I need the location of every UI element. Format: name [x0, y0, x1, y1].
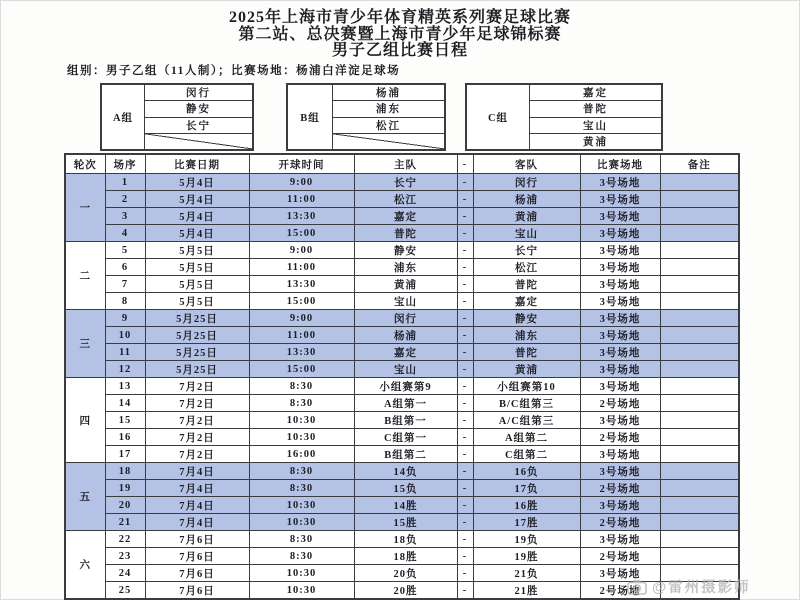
- venue: 3号场地: [580, 412, 660, 429]
- group-teams: [530, 85, 661, 149]
- note-cell: [660, 565, 739, 582]
- schedule-row: [65, 412, 739, 429]
- vs-separator: -: [457, 531, 473, 548]
- away-team: 普陀: [473, 344, 580, 361]
- away-team: 松江: [473, 259, 580, 276]
- schedule-row: [65, 463, 739, 480]
- note-cell: [660, 548, 739, 565]
- schedule-row: [65, 497, 739, 514]
- home-team: 18负: [354, 531, 457, 548]
- match-number: 24: [105, 565, 145, 582]
- away-team: 21胜: [473, 582, 580, 600]
- group-teams: [333, 85, 444, 149]
- match-number: 6: [105, 259, 145, 276]
- note-cell: [660, 395, 739, 412]
- match-date: 5月25日: [145, 327, 249, 344]
- away-team: 宝山: [473, 225, 580, 242]
- home-team: B组第一: [354, 412, 457, 429]
- match-date: 5月5日: [145, 242, 249, 259]
- match-number: 8: [105, 293, 145, 310]
- note-cell: [660, 480, 739, 497]
- venue: 3号场地: [580, 531, 660, 548]
- vs-separator: -: [457, 582, 473, 600]
- vs-separator: -: [457, 446, 473, 463]
- vs-separator: -: [457, 378, 473, 395]
- document-title: [1, 10, 799, 60]
- note-cell: [660, 446, 739, 463]
- column-header: 主队: [354, 154, 457, 174]
- kickoff-time: 10:30: [249, 582, 354, 600]
- schedule-row: [65, 310, 739, 327]
- venue: 2号场地: [580, 395, 660, 412]
- home-team: 20胜: [354, 582, 457, 600]
- home-team: 15胜: [354, 514, 457, 531]
- kickoff-time: 8:30: [249, 548, 354, 565]
- group-table-c: [465, 83, 663, 151]
- match-number: 20: [105, 497, 145, 514]
- kickoff-time: 9:00: [249, 174, 354, 191]
- away-team: 21负: [473, 565, 580, 582]
- note-cell: [660, 293, 739, 310]
- schedule-row: [65, 429, 739, 446]
- venue: 3号场地: [580, 310, 660, 327]
- home-team: 宝山: [354, 293, 457, 310]
- match-number: 4: [105, 225, 145, 242]
- kickoff-time: 10:30: [249, 565, 354, 582]
- vs-separator: -: [457, 276, 473, 293]
- vs-separator: -: [457, 259, 473, 276]
- away-team: A/C组第三: [473, 412, 580, 429]
- match-number: 23: [105, 548, 145, 565]
- note-cell: [660, 412, 739, 429]
- away-team: 浦东: [473, 327, 580, 344]
- group-team: 浦东: [333, 101, 444, 117]
- venue: 3号场地: [580, 191, 660, 208]
- note-cell: [660, 463, 739, 480]
- vs-separator: -: [457, 344, 473, 361]
- note-cell: [660, 174, 739, 191]
- group-empty-cell: [333, 134, 444, 149]
- venue: 2号场地: [580, 548, 660, 565]
- group-teams: [145, 85, 252, 149]
- note-cell: [660, 344, 739, 361]
- venue: 3号场地: [580, 378, 660, 395]
- kickoff-time: 9:00: [249, 242, 354, 259]
- note-cell: [660, 259, 739, 276]
- venue: 3号场地: [580, 174, 660, 191]
- away-team: B/C组第三: [473, 395, 580, 412]
- match-number: 14: [105, 395, 145, 412]
- vs-separator: -: [457, 480, 473, 497]
- match-date: 7月6日: [145, 531, 249, 548]
- match-date: 7月4日: [145, 463, 249, 480]
- away-team: 17负: [473, 480, 580, 497]
- schedule-row: [65, 480, 739, 497]
- vs-separator: -: [457, 361, 473, 378]
- match-date: 5月4日: [145, 191, 249, 208]
- group-empty-cell: [145, 134, 252, 149]
- schedule-row: [65, 582, 739, 600]
- away-team: 长宁: [473, 242, 580, 259]
- group-table-a: [100, 83, 254, 151]
- column-header: 开球时间: [249, 154, 354, 174]
- schedule-row: [65, 208, 739, 225]
- match-date: 7月6日: [145, 565, 249, 582]
- home-team: 小组赛第9: [354, 378, 457, 395]
- column-header: 比赛场地: [580, 154, 660, 174]
- match-date: 5月5日: [145, 276, 249, 293]
- away-team: 嘉定: [473, 293, 580, 310]
- match-number: 2: [105, 191, 145, 208]
- vs-separator: -: [457, 310, 473, 327]
- category-venue-line: 组别：男子乙组（11人制）；比赛场地：杨浦白洋淀足球场: [67, 65, 401, 77]
- kickoff-time: 15:00: [249, 293, 354, 310]
- away-team: 闵行: [473, 174, 580, 191]
- kickoff-time: 8:30: [249, 463, 354, 480]
- away-team: 19负: [473, 531, 580, 548]
- group-team: 静安: [145, 101, 252, 117]
- column-header: 场序: [105, 154, 145, 174]
- match-number: 5: [105, 242, 145, 259]
- kickoff-time: 11:00: [249, 259, 354, 276]
- away-team: 黄浦: [473, 208, 580, 225]
- match-date: 7月4日: [145, 480, 249, 497]
- match-number: 11: [105, 344, 145, 361]
- kickoff-time: 8:30: [249, 378, 354, 395]
- title-line-3: 男子乙组比赛日程: [331, 42, 468, 59]
- match-number: 21: [105, 514, 145, 531]
- kickoff-time: 10:30: [249, 497, 354, 514]
- note-cell: [660, 514, 739, 531]
- vs-separator: -: [457, 395, 473, 412]
- venue: 2号场地: [580, 480, 660, 497]
- kickoff-time: 13:30: [249, 276, 354, 293]
- match-date: 7月2日: [145, 378, 249, 395]
- venue: 3号场地: [580, 208, 660, 225]
- schedule-row: [65, 276, 739, 293]
- schedule-row: [65, 395, 739, 412]
- away-team: 小组赛第10: [473, 378, 580, 395]
- match-date: 5月5日: [145, 293, 249, 310]
- vs-separator: -: [457, 429, 473, 446]
- vs-separator: -: [457, 191, 473, 208]
- home-team: 20负: [354, 565, 457, 582]
- vs-separator: -: [457, 497, 473, 514]
- round-label: 四: [65, 378, 105, 463]
- match-date: 5月25日: [145, 344, 249, 361]
- match-number: 16: [105, 429, 145, 446]
- vs-separator: -: [457, 514, 473, 531]
- schedule-row: [65, 259, 739, 276]
- match-date: 5月4日: [145, 174, 249, 191]
- venue: 3号场地: [580, 327, 660, 344]
- schedule-row: [65, 548, 739, 565]
- match-date: 7月4日: [145, 497, 249, 514]
- note-cell: [660, 225, 739, 242]
- title-line-1: 2025年上海市青少年体育精英系列赛足球比赛: [228, 9, 571, 26]
- kickoff-time: 9:00: [249, 310, 354, 327]
- group-team: 普陀: [530, 101, 661, 117]
- match-number: 9: [105, 310, 145, 327]
- away-team: 黄浦: [473, 361, 580, 378]
- note-cell: [660, 310, 739, 327]
- venue: 2号场地: [580, 429, 660, 446]
- venue: 3号场地: [580, 225, 660, 242]
- match-number: 19: [105, 480, 145, 497]
- home-team: 嘉定: [354, 344, 457, 361]
- match-date: 7月6日: [145, 582, 249, 600]
- schedule-row: [65, 344, 739, 361]
- away-team: 19胜: [473, 548, 580, 565]
- kickoff-time: 10:30: [249, 412, 354, 429]
- group-team: 长宁: [145, 118, 252, 134]
- round-label: 六: [65, 531, 105, 600]
- kickoff-time: 10:30: [249, 514, 354, 531]
- away-team: 普陀: [473, 276, 580, 293]
- match-number: 12: [105, 361, 145, 378]
- schedule-row: [65, 191, 739, 208]
- column-header: 备注: [660, 154, 739, 174]
- round-label: 五: [65, 463, 105, 531]
- venue: 3号场地: [580, 259, 660, 276]
- round-label: 一: [65, 174, 105, 242]
- kickoff-time: 8:30: [249, 480, 354, 497]
- away-team: 16胜: [473, 497, 580, 514]
- away-team: C组第二: [473, 446, 580, 463]
- home-team: 14负: [354, 463, 457, 480]
- kickoff-time: 15:00: [249, 225, 354, 242]
- group-team: 闵行: [145, 85, 252, 101]
- home-team: 静安: [354, 242, 457, 259]
- match-date: 7月2日: [145, 429, 249, 446]
- column-header: -: [457, 154, 473, 174]
- vs-separator: -: [457, 565, 473, 582]
- vs-separator: -: [457, 327, 473, 344]
- venue: 3号场地: [580, 293, 660, 310]
- note-cell: [660, 378, 739, 395]
- match-number: 25: [105, 582, 145, 600]
- home-team: 闵行: [354, 310, 457, 327]
- vs-separator: -: [457, 242, 473, 259]
- venue: 3号场地: [580, 361, 660, 378]
- match-date: 5月4日: [145, 208, 249, 225]
- home-team: 宝山: [354, 361, 457, 378]
- match-date: 5月25日: [145, 361, 249, 378]
- schedule-header-row: [65, 154, 739, 174]
- home-team: 杨浦: [354, 327, 457, 344]
- schedule-row: [65, 514, 739, 531]
- group-label: B组: [288, 85, 333, 149]
- schedule-row: [65, 327, 739, 344]
- note-cell: [660, 497, 739, 514]
- vs-separator: -: [457, 463, 473, 480]
- note-cell: [660, 276, 739, 293]
- watermark-text: @雷州摄影师: [652, 580, 751, 596]
- group-label: C组: [467, 85, 530, 149]
- vs-separator: -: [457, 548, 473, 565]
- schedule-row: [65, 242, 739, 259]
- match-date: 7月2日: [145, 395, 249, 412]
- venue: 3号场地: [580, 463, 660, 480]
- away-team: 16负: [473, 463, 580, 480]
- kickoff-time: 15:00: [249, 361, 354, 378]
- note-cell: [660, 531, 739, 548]
- home-team: 18胜: [354, 548, 457, 565]
- group-team: 杨浦: [333, 85, 444, 101]
- venue: 3号场地: [580, 276, 660, 293]
- group-team: 嘉定: [530, 85, 661, 101]
- match-number: 1: [105, 174, 145, 191]
- note-cell: [660, 327, 739, 344]
- venue: 3号场地: [580, 565, 660, 582]
- match-date: 7月4日: [145, 514, 249, 531]
- away-team: A组第二: [473, 429, 580, 446]
- group-label: A组: [102, 85, 145, 149]
- schedule-table: [64, 153, 740, 600]
- note-cell: [660, 242, 739, 259]
- kickoff-time: 11:00: [249, 191, 354, 208]
- note-cell: [660, 429, 739, 446]
- schedule-row: [65, 293, 739, 310]
- note-cell: [660, 582, 739, 600]
- vs-separator: -: [457, 174, 473, 191]
- schedule-row: [65, 531, 739, 548]
- home-team: 普陀: [354, 225, 457, 242]
- home-team: 松江: [354, 191, 457, 208]
- title-line-2: 第二站、总决赛暨上海市青少年足球锦标赛: [238, 25, 562, 43]
- group-team: 宝山: [530, 118, 661, 134]
- match-number: 15: [105, 412, 145, 429]
- column-header: 轮次: [65, 154, 105, 174]
- home-team: 嘉定: [354, 208, 457, 225]
- match-number: 7: [105, 276, 145, 293]
- home-team: 15负: [354, 480, 457, 497]
- match-number: 18: [105, 463, 145, 480]
- venue: 3号场地: [580, 242, 660, 259]
- vs-separator: -: [457, 412, 473, 429]
- home-team: B组第二: [354, 446, 457, 463]
- kickoff-time: 10:30: [249, 429, 354, 446]
- home-team: A组第一: [354, 395, 457, 412]
- schedule-row: [65, 565, 739, 582]
- round-label: 二: [65, 242, 105, 310]
- home-team: 长宁: [354, 174, 457, 191]
- group-team: 松江: [333, 118, 444, 134]
- column-header: 客队: [473, 154, 580, 174]
- note-cell: [660, 191, 739, 208]
- kickoff-time: 13:30: [249, 344, 354, 361]
- vs-separator: -: [457, 208, 473, 225]
- match-date: 5月25日: [145, 310, 249, 327]
- match-number: 13: [105, 378, 145, 395]
- away-team: 杨浦: [473, 191, 580, 208]
- vs-separator: -: [457, 225, 473, 242]
- venue: 3号场地: [580, 344, 660, 361]
- match-date: 5月5日: [145, 259, 249, 276]
- away-team: 静安: [473, 310, 580, 327]
- match-number: 3: [105, 208, 145, 225]
- match-date: 7月2日: [145, 446, 249, 463]
- home-team: 14胜: [354, 497, 457, 514]
- match-date: 5月4日: [145, 225, 249, 242]
- away-team: 17胜: [473, 514, 580, 531]
- column-header: 比赛日期: [145, 154, 249, 174]
- vs-separator: -: [457, 293, 473, 310]
- kickoff-time: 8:30: [249, 531, 354, 548]
- match-date: 7月2日: [145, 412, 249, 429]
- venue: 3号场地: [580, 497, 660, 514]
- match-number: 22: [105, 531, 145, 548]
- venue: 3号场地: [580, 446, 660, 463]
- schedule-row: [65, 446, 739, 463]
- group-table-b: [286, 83, 446, 151]
- round-label: 三: [65, 310, 105, 378]
- venue: 2号场地: [580, 514, 660, 531]
- kickoff-time: 16:00: [249, 446, 354, 463]
- kickoff-time: 13:30: [249, 208, 354, 225]
- schedule-row: [65, 378, 739, 395]
- kickoff-time: 11:00: [249, 327, 354, 344]
- home-team: 浦东: [354, 259, 457, 276]
- note-cell: [660, 208, 739, 225]
- home-team: 黄浦: [354, 276, 457, 293]
- schedule-row: [65, 225, 739, 242]
- schedule-row: [65, 174, 739, 191]
- match-number: 17: [105, 446, 145, 463]
- note-cell: [660, 361, 739, 378]
- venue: 2号场地: [580, 582, 660, 600]
- group-team: 黄浦: [583, 136, 608, 148]
- kickoff-time: 8:30: [249, 395, 354, 412]
- match-number: 10: [105, 327, 145, 344]
- home-team: C组第一: [354, 429, 457, 446]
- match-date: 7月6日: [145, 548, 249, 565]
- schedule-row: [65, 361, 739, 378]
